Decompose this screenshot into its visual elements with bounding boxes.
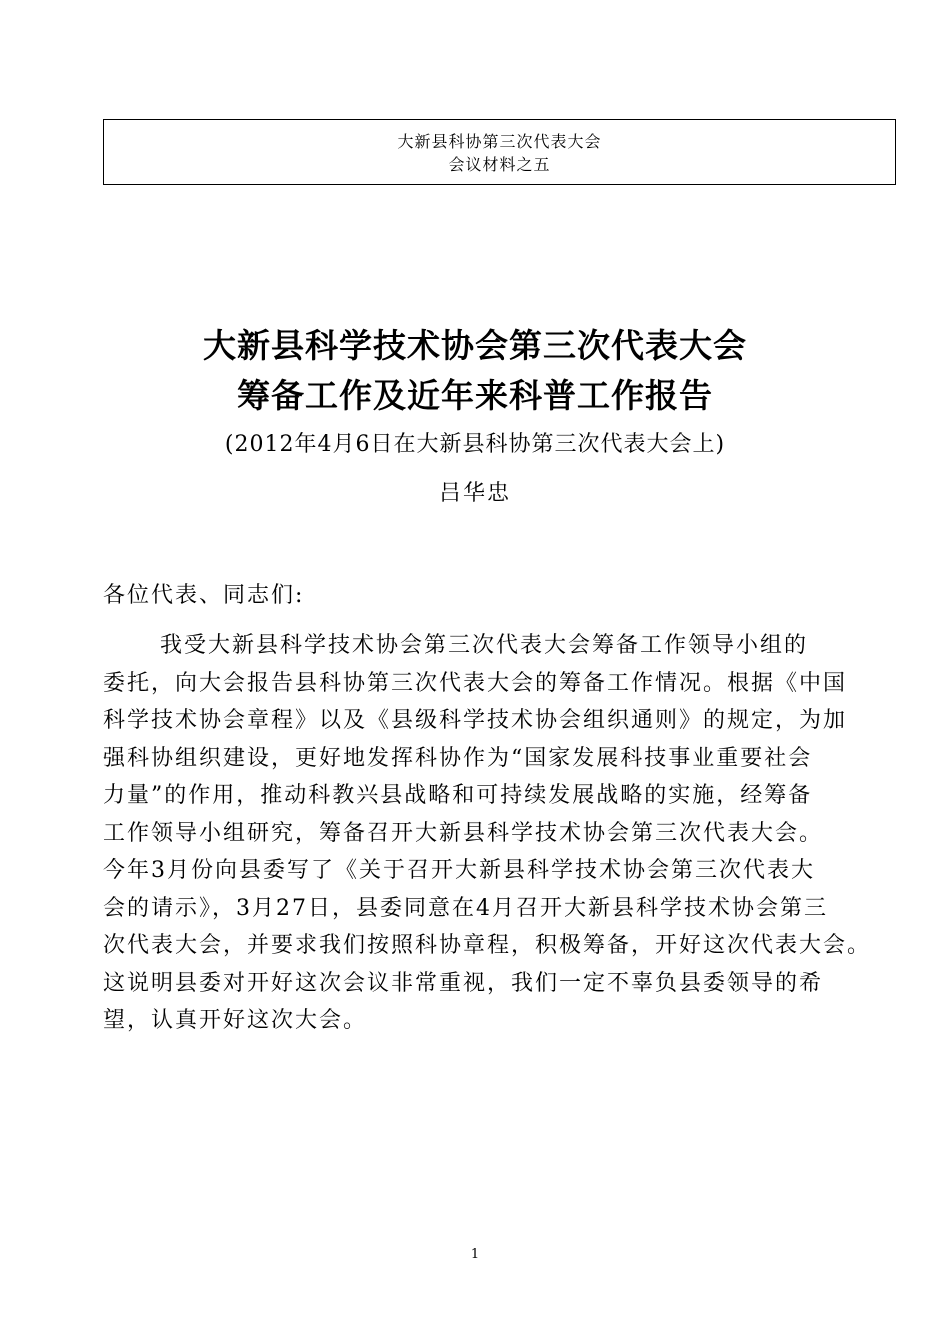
paragraph-line: 望，认真开好这次大会。: [103, 1008, 368, 1033]
paragraph-line: 科学技术协会章程》以及《县级科学技术协会组织通则》的规定，为加: [103, 708, 848, 733]
paragraph-line: 这说明县委对开好这次会议非常重视，我们一定不辜负县委领导的希: [103, 970, 824, 996]
header-meeting-name: 大新县科协第三次代表大会: [397, 132, 602, 151]
paragraph-line: 工作领导小组研究，筹备召开大新县科学技术协会第三次代表大会。: [103, 820, 824, 846]
report-title-line-2: 筹备工作及近年来科普工作报告: [237, 376, 713, 415]
salutation: 各位代表、同志们:: [103, 583, 305, 608]
report-title-line-1: 大新县科学技术协会第三次代表大会: [203, 326, 747, 365]
material-header-box: [103, 119, 896, 185]
paragraph-line: 今年3月份向县委写了《关于召开大新县科学技术协会第三次代表大: [103, 858, 815, 883]
paragraph-line: 委托，向大会报告县科协第三次代表大会的筹备工作情况。根据《中国: [103, 670, 848, 696]
body-paragraph: [103, 627, 873, 1040]
report-subtitle: (2012年4月6日在大新县科协第三次代表大会上): [224, 432, 726, 457]
paragraph-line: 强科协组织建设，更好地发挥科协作为“国家发展科技事业重要社会: [103, 745, 813, 771]
page-number: 1: [470, 1247, 480, 1262]
paragraph-line: 会的请示》，3月27日，县委同意在4月召开大新县科学技术协会第三: [103, 895, 828, 921]
paragraph-line: 次代表大会，并要求我们按照科协章程，积极筹备，开好这次代表大会。: [103, 933, 872, 958]
header-material-label: 会议材料之五: [448, 155, 551, 174]
paragraph-line: 我受大新县科学技术协会第三次代表大会筹备工作领导小组的: [160, 633, 809, 658]
paragraph-line: 力量”的作用，推动科教兴县战略和可持续发展战略的实施，经筹备: [103, 783, 813, 808]
report-author: 吕华忠: [438, 481, 511, 506]
